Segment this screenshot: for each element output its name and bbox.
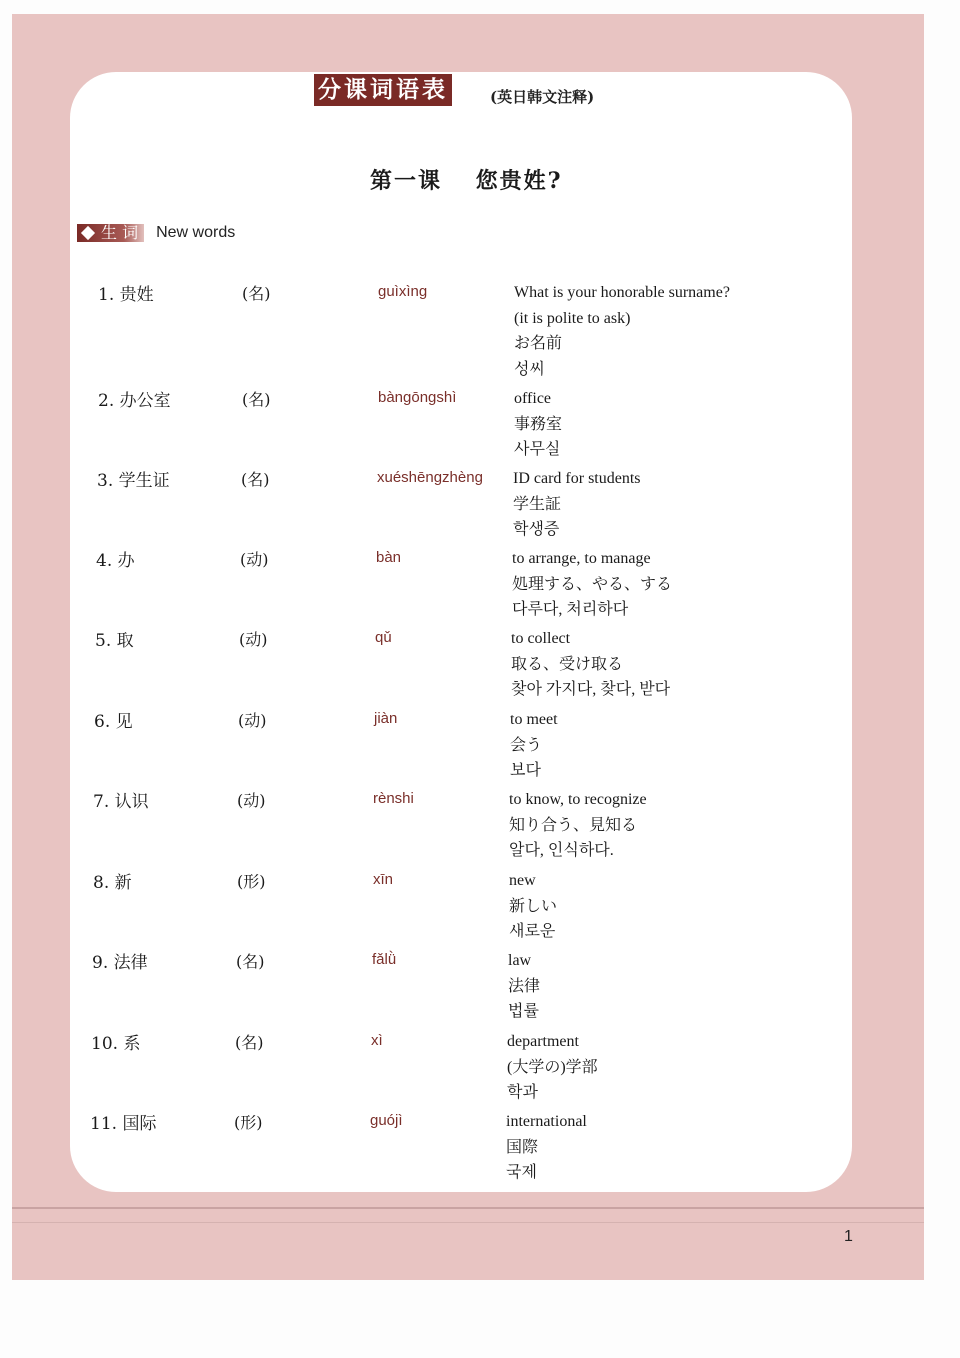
definition-line: (大学の)学部	[507, 1058, 598, 1076]
entry-word: 6. 见	[94, 712, 133, 732]
entry-pinyin: bàngōngshì	[378, 389, 457, 406]
entry-part-of-speech: (形)	[234, 1113, 263, 1132]
entry-definitions	[506, 1109, 587, 1186]
entry-pinyin: xīn	[373, 871, 394, 888]
entry-part-of-speech: (名)	[242, 390, 271, 409]
entry-word: 4. 办	[96, 551, 135, 571]
entry-word: 2. 办公室	[98, 391, 171, 411]
entry-part-of-speech: (动)	[237, 791, 266, 810]
definition-line: department	[507, 1033, 579, 1050]
section-label-cn: 生 词	[101, 223, 139, 242]
definition-line: 보다	[510, 762, 541, 779]
entry-definitions	[509, 787, 647, 864]
definition-line: 국제	[506, 1164, 537, 1181]
entry-word: 3. 学生证	[97, 471, 170, 491]
entry-part-of-speech: (名)	[242, 284, 271, 303]
entry-word: 1. 贵姓	[98, 285, 154, 305]
definition-line: 取る、受け取る	[511, 655, 624, 673]
entry-word: 7. 认识	[93, 792, 149, 812]
entry-pinyin: qǔ	[375, 629, 392, 646]
definition-line: 알다, 인식하다.	[509, 842, 614, 859]
definition-line: (it is polite to ask)	[514, 309, 631, 327]
entry-definitions	[507, 1029, 598, 1106]
entry-definitions	[514, 280, 730, 382]
diamond-icon	[81, 226, 95, 240]
entry-pinyin: rènshi	[373, 790, 414, 807]
definition-line: 法律	[508, 977, 541, 995]
definition-line: 학생증	[513, 521, 560, 538]
entry-part-of-speech: (动)	[239, 630, 268, 649]
definition-line: to meet	[510, 711, 558, 728]
definition-line: 学生証	[513, 495, 562, 513]
definition-line: 処理する、やる、する	[512, 575, 673, 593]
entry-part-of-speech: (动)	[238, 711, 267, 730]
entry-part-of-speech: (名)	[236, 952, 265, 971]
entry-pinyin: bàn	[376, 549, 402, 566]
definition-line: 会う	[510, 736, 543, 754]
page-number: 1	[844, 1228, 853, 1245]
definition-line: 사무실	[514, 441, 561, 458]
entry-pinyin: guìxìng	[378, 283, 428, 300]
definition-line: 新しい	[509, 897, 558, 915]
entry-definitions	[509, 868, 557, 945]
definition-line: to know, to recognize	[509, 791, 647, 808]
footer-rule-thin	[12, 1222, 924, 1223]
definition-line: What is your honorable surname?	[514, 284, 730, 301]
definition-line: 법률	[508, 1003, 539, 1020]
entry-word: 8. 新	[93, 873, 132, 893]
entry-definitions	[512, 546, 672, 623]
definition-line: 다루다, 처리하다	[512, 601, 629, 618]
section-header	[77, 224, 235, 242]
entry-part-of-speech: (名)	[241, 470, 270, 489]
entry-definitions	[513, 466, 641, 543]
definition-line: 知り合う、見知る	[509, 816, 638, 834]
definition-line: 찾아 가지다, 찾다, 받다	[511, 681, 671, 698]
entry-word: 9. 法律	[92, 953, 148, 973]
entry-part-of-speech: (形)	[237, 872, 266, 891]
section-label-en: New words	[156, 224, 236, 241]
definition-line: お名前	[514, 335, 563, 352]
vocabulary-banner: 分课词语表	[314, 74, 452, 106]
definition-line: to collect	[511, 630, 571, 647]
definition-line: law	[508, 952, 532, 969]
entry-pinyin: jiàn	[374, 710, 398, 727]
definition-line: 새로운	[509, 923, 556, 940]
entry-word: 11. 国际	[90, 1114, 157, 1134]
entry-part-of-speech: (名)	[235, 1033, 264, 1052]
definition-line: 학과	[507, 1084, 538, 1101]
definition-line: to arrange, to manage	[512, 550, 651, 567]
definition-line: ID card for students	[513, 470, 641, 487]
definition-line: office	[514, 390, 552, 407]
entry-part-of-speech: (动)	[240, 550, 269, 569]
definition-line: 事務室	[514, 415, 563, 433]
entry-pinyin: xuéshēngzhèng	[377, 469, 483, 486]
definition-line: international	[506, 1113, 587, 1130]
section-tag	[77, 224, 144, 242]
banner-subtitle: (英日韩文注释)	[490, 88, 595, 106]
entry-definitions	[510, 707, 558, 784]
entry-word: 10. 系	[91, 1034, 141, 1054]
definition-line: new	[509, 872, 536, 889]
footer-rule	[12, 1207, 924, 1209]
definition-line: 国際	[506, 1138, 539, 1156]
entry-definitions	[514, 386, 562, 463]
entry-pinyin: xì	[371, 1032, 383, 1049]
definition-line: 성씨	[514, 360, 545, 378]
entry-word: 5. 取	[95, 631, 134, 651]
entry-definitions	[508, 948, 540, 1025]
entry-definitions	[511, 626, 670, 703]
entry-pinyin: guójì	[370, 1112, 403, 1129]
lesson-title: 第一课 您贵姓?	[370, 168, 563, 194]
entry-pinyin: fǎlǜ	[372, 951, 397, 968]
